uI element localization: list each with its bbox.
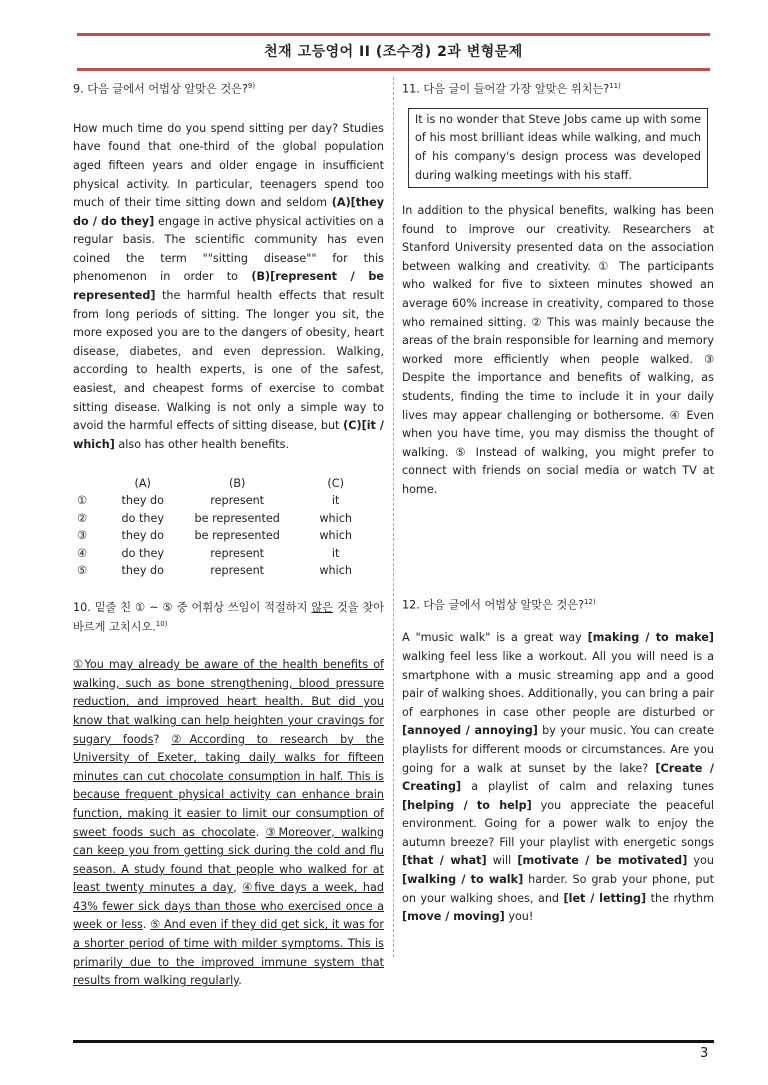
choice-row-5[interactable]: ⑤ they do represent which — [77, 564, 352, 578]
question-11-passage: In addition to the physical benefits, walking has been found to improve our creativity. Researchers at Stanford University presented data on the association between walking and creativity. ① The participants who walked for five to sixteen minutes showed an average 60% increase in creativity, compared to those who remained sitting. ② This was mainly because the areas of the brain responsible for learning and memory worked more efficiently when people walked. ③ Despite the importance and benefits of walking, as students, finding the time to include it in your daily lives may appear challenging or bothersome. ④ Even when you have time, you may dismiss the thought of walking. ⑤ Instead of walking, you might prefer to connect with friends on social media or watch TV at home. — [402, 204, 714, 497]
choice-row-4[interactable]: ④ do they represent it — [77, 546, 340, 560]
page-number: 3 — [700, 1046, 709, 1061]
question-10-heading: 10. 밑줄 친 ① ~ ⑤ 중 어휘상 쓰임이 적절하지 않은 것을 찾아 바르게 고치시오.$^{10)}$ — [73, 601, 384, 635]
page-title: 천재 고등영어 II (조수경) 2과 변형문제 — [264, 44, 523, 60]
choice-row-1[interactable]: ① they do represent it — [77, 494, 340, 508]
right-column — [402, 78, 714, 927]
column-divider — [393, 77, 394, 957]
question-9-choices-table — [77, 474, 384, 579]
header-bottom-rule — [77, 68, 710, 71]
table-header-row: (A) (B) (C) — [134, 476, 344, 490]
left-column — [73, 78, 384, 991]
question-10-passage: ①You may already be aware of the health benefits of walking, such as bone strengthening, blood pressure reduction, and improved heart health. But did you know that walking can help heighten your cravings for sugary foods? ②According to research by the University of Exeter, taking daily walks for fifteen minutes can cut chocolate consumption in half. This is because frequent physical activity can enhance brain function, making it easier to limit our consumption of sweet foods such as chocolate. ③Moreover, walking can keep you from getting sick during the cold and flu season. A study found that people who walked for at least twenty minutes a day, ④five days a week, had 43% fewer sick days than those who exercised once a week or less. ⑤ And even if they did get sick, it was for a shorter period of time with milder symptoms. This is primarily due to the improved immune system that results from walking regularly. — [73, 658, 385, 988]
question-12-passage: A "music walk" is a great way [making / to make] walking feel less like a workout. All you will need is a smartphone with a music streaming app and a good pair of walking shoes. Additionally, you can bring a pair of earphones in case other people are disturbed or [annoyed / annoying] by your music. You can create playlists for different moods or circumstances. Are you going for a walk at sunset by the lake? [Create / Creating] a playlist of calm and relaxing tunes [helping / to help] you appreciate the peaceful environment. Going for a power walk to enjoy the autumn breeze? Fill your playlist with energetic songs [that / what] will [motivate / be motivated] you [walking / to walk] harder. So grab your phone, put on your walking shoes, and [let / letting] the rhythm [move / moving] you! — [402, 631, 714, 924]
question-11-heading: 11. 다음 글이 들어갈 가장 알맞은 위치는?$^{11)}$ — [402, 82, 621, 96]
question-9-heading: 9. 다음 글에서 어법상 알맞은 것은?$^{9)}$ — [73, 82, 256, 96]
question-9-passage: How much time do you spend sitting per day? Studies have found that one-third of the global population aged fifteen years and older engage in insufficient physical activity. In particular, teenagers spend too much of their time sitting down and seldom (A)[they do / do they] engage in active physical activities on a regular basis. The scientific community has even coined the term ""sitting disease"" for this phenomenon in order to (B)[represent / be represented] the harmful health effects that result from long periods of sitting. The longer you sit, the more exposed you are to the dangers of obesity, heart disease, diabetes, and even depression. Walking, according to health experts, is one of the safest, easiest, and cheapest forms of exercise to combat sitting disease. Walking is not only a simple way to avoid the harmful effects of sitting disease, but (C)[it / which] also has other health benefits. — [73, 121, 385, 451]
choice-row-3[interactable]: ③ they do be represented which — [77, 529, 352, 543]
question-12-heading: 12. 다음 글에서 어법상 알맞은 것은?$^{12)}$ — [402, 597, 596, 612]
header-top-rule — [77, 33, 710, 36]
footer-rule — [73, 1040, 714, 1043]
question-11-insert-box: It is no wonder that Steve Jobs came up with some of his most brilliant ideas while walking, and much of his company's design process was developed during walking meetings with his staff. — [408, 108, 708, 188]
choice-row-2[interactable]: ② do they be represented which — [77, 511, 352, 525]
